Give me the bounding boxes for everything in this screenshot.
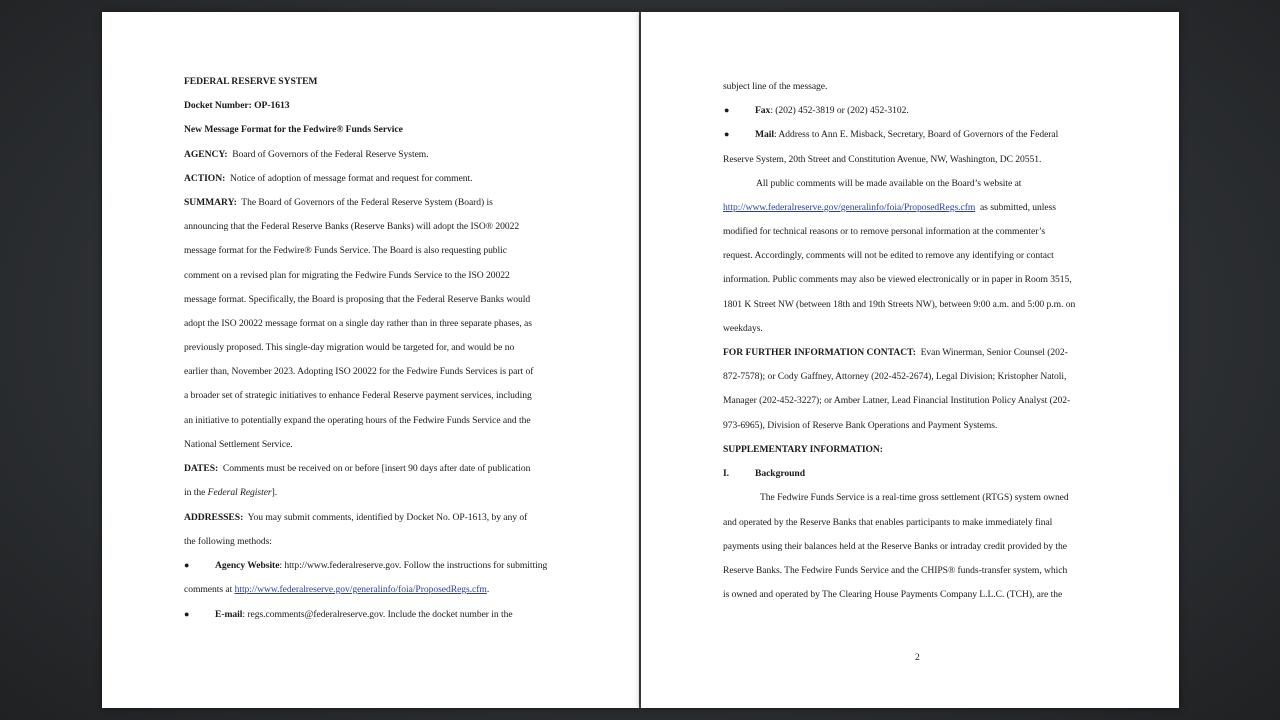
summary-text-line: a broader set of strategic initiatives to enhance Federal Reserve payment services, including (184, 390, 532, 401)
background-text-line: is owned and operated by The Clearing House Payments Company L.L.C. (TCH), are the (723, 589, 1063, 600)
dates-text: Comments must be received on or before [insert 90 days after date of publication (222, 463, 531, 474)
summary-text-line: previously proposed. This single-day migration would be targeted for, and would be no (184, 342, 515, 353)
background-text-line: The Fedwire Funds Service is a real-time gross settlement (RTGS) system owned (760, 492, 1069, 503)
summary-label: SUMMARY: (184, 197, 237, 208)
website-cont-suffix: . (486, 584, 490, 595)
public-comments-line: request. Accordingly, comments will not be edited to remove any identifying or contact (723, 250, 1054, 261)
summary-text-line: message format for the Fedwire® Funds Service. The Board is also requesting public (184, 245, 507, 256)
contact-text-line: Manager (202-452-3227); or Amber Latner, Lead Financial Institution Policy Analyst (202- (723, 395, 1071, 406)
fax-line (755, 105, 909, 117)
summary-text-line: message format. Specifically, the Board is proposing that the Federal Reserve Banks would (184, 294, 531, 305)
proposed-regs-link[interactable]: http://www.federalreserve.gov/generalinfo/foia/ProposedRegs.cfm (234, 584, 487, 595)
agency-header: FEDERAL RESERVE SYSTEM (184, 76, 318, 87)
public-link-suffix: as submitted, unless (979, 202, 1056, 213)
dates-line (184, 463, 530, 475)
bullet-icon: ● (184, 560, 190, 570)
bullet-icon: ● (724, 129, 730, 139)
action-text: Notice of adoption of message format and request for comment. (229, 173, 473, 184)
fax-label: Fax (755, 105, 771, 116)
bullet-icon: ● (724, 105, 730, 115)
section-title: Background (755, 468, 805, 479)
background-text-line: and operated by the Reserve Banks that enables participants to make immediately final (723, 517, 1053, 528)
email-text: : regs.comments@federalreserve.gov. Include the docket number in the (242, 609, 513, 620)
website-label: Agency Website (215, 560, 280, 571)
bullet-icon: ● (184, 609, 190, 619)
summary-text-line: an initiative to potentially expand the operating hours of the Fedwire Funds Service and the (184, 415, 531, 426)
dates-cont-suffix: ]. (271, 487, 278, 498)
dates-label: DATES: (184, 463, 219, 474)
document-page-1 (102, 12, 639, 708)
mail-cont: Reserve System, 20th Street and Constitution Avenue, NW, Washington, DC 20551. (723, 154, 1042, 165)
website-text: : http://www.federalreserve.gov. Follow the instructions for submitting (279, 560, 548, 571)
public-comments-line: 1801 K Street NW (between 18th and 19th Streets NW), between 9:00 a.m. and 5:00 p.m. on (723, 299, 1076, 310)
public-comments-line: weekdays. (723, 323, 763, 334)
supplementary-heading: SUPPLEMENTARY INFORMATION: (723, 444, 883, 455)
summary-text-line: adopt the ISO 20022 message format on a single day rather than in three separate phases, as (184, 318, 532, 329)
dates-cont-line (184, 487, 277, 499)
proposed-regs-link[interactable]: http://www.federalreserve.gov/generalinfo/foia/ProposedRegs.cfm (723, 202, 976, 213)
document-page-2 (641, 12, 1179, 708)
agency-text: Board of Governors of the Federal Reserve System. (232, 149, 429, 160)
summary-text-line: National Settlement Service. (184, 439, 293, 450)
mail-text: : Address to Ann E. Misback, Secretary, Board of Governors of the Federal (773, 129, 1059, 140)
agency-line (184, 149, 429, 161)
subject-line-text: subject line of the message. (723, 81, 828, 92)
addresses-cont: the following methods: (184, 536, 272, 547)
summary-line (184, 197, 493, 209)
website-cont-prefix: comments at (184, 584, 233, 595)
contact-text-line: 973-6965), Division of Reserve Bank Operations and Payment Systems. (723, 420, 998, 431)
website-cont-line (184, 584, 489, 596)
summary-text-line: announcing that the Federal Reserve Banks (Reserve Banks) will adopt the ISO® 20022 (184, 221, 520, 232)
agency-label: AGENCY: (184, 149, 228, 160)
public-comments-line: modified for technical reasons or to remove personal information at the commenter’s (723, 226, 1046, 237)
contact-line (723, 347, 1068, 359)
email-line (215, 609, 513, 621)
contact-label: FOR FURTHER INFORMATION CONTACT: (723, 347, 916, 358)
summary-text: The Board of Governors of the Federal Reserve System (Board) is (241, 197, 493, 208)
background-text-line: payments using their balances held at the Reserve Banks or intraday credit provided by the (723, 541, 1067, 552)
website-line (215, 560, 547, 572)
federal-register-title: Federal Register (207, 487, 272, 498)
background-text-line: Reserve Banks. The Fedwire Funds Service and the CHIPS® funds-transfer system, which (723, 565, 1068, 576)
section-number: I. (723, 468, 730, 479)
public-comments-line: information. Public comments may also be viewed electronically or in paper in Room 3515, (723, 274, 1072, 285)
action-label: ACTION: (184, 173, 226, 184)
addresses-text: You may submit comments, identified by Docket No. OP-1613, by any of (247, 512, 528, 523)
contact-text: Evan Winerman, Senior Counsel (202- (920, 347, 1068, 358)
mail-line (755, 129, 1058, 141)
summary-text-line: comment on a revised plan for migrating the Fedwire Funds Service to the ISO 20022 (184, 270, 510, 281)
public-comments-first: All public comments will be made available on the Board’s website at (756, 178, 1022, 189)
dates-cont-prefix: in the (184, 487, 206, 498)
fax-text: : (202) 452-3819 or (202) 452-3102. (770, 105, 909, 116)
page-number: 2 (915, 652, 920, 663)
email-label: E-mail (215, 609, 243, 620)
addresses-label: ADDRESSES: (184, 512, 244, 523)
addresses-line (184, 512, 527, 524)
document-title: New Message Format for the Fedwire® Funds Service (184, 124, 403, 135)
contact-text-line: 872-7578); or Cody Gaffney, Attorney (202-452-2674), Legal Division; Kristopher Natoli, (723, 371, 1067, 382)
summary-text-line: earlier than, November 2023. Adopting ISO 20022 for the Fedwire Funds Services is part of (184, 366, 534, 377)
action-line (184, 173, 473, 185)
public-link-line (723, 202, 1056, 214)
mail-label: Mail (755, 129, 774, 140)
docket-number: Docket Number: OP-1613 (184, 100, 290, 111)
